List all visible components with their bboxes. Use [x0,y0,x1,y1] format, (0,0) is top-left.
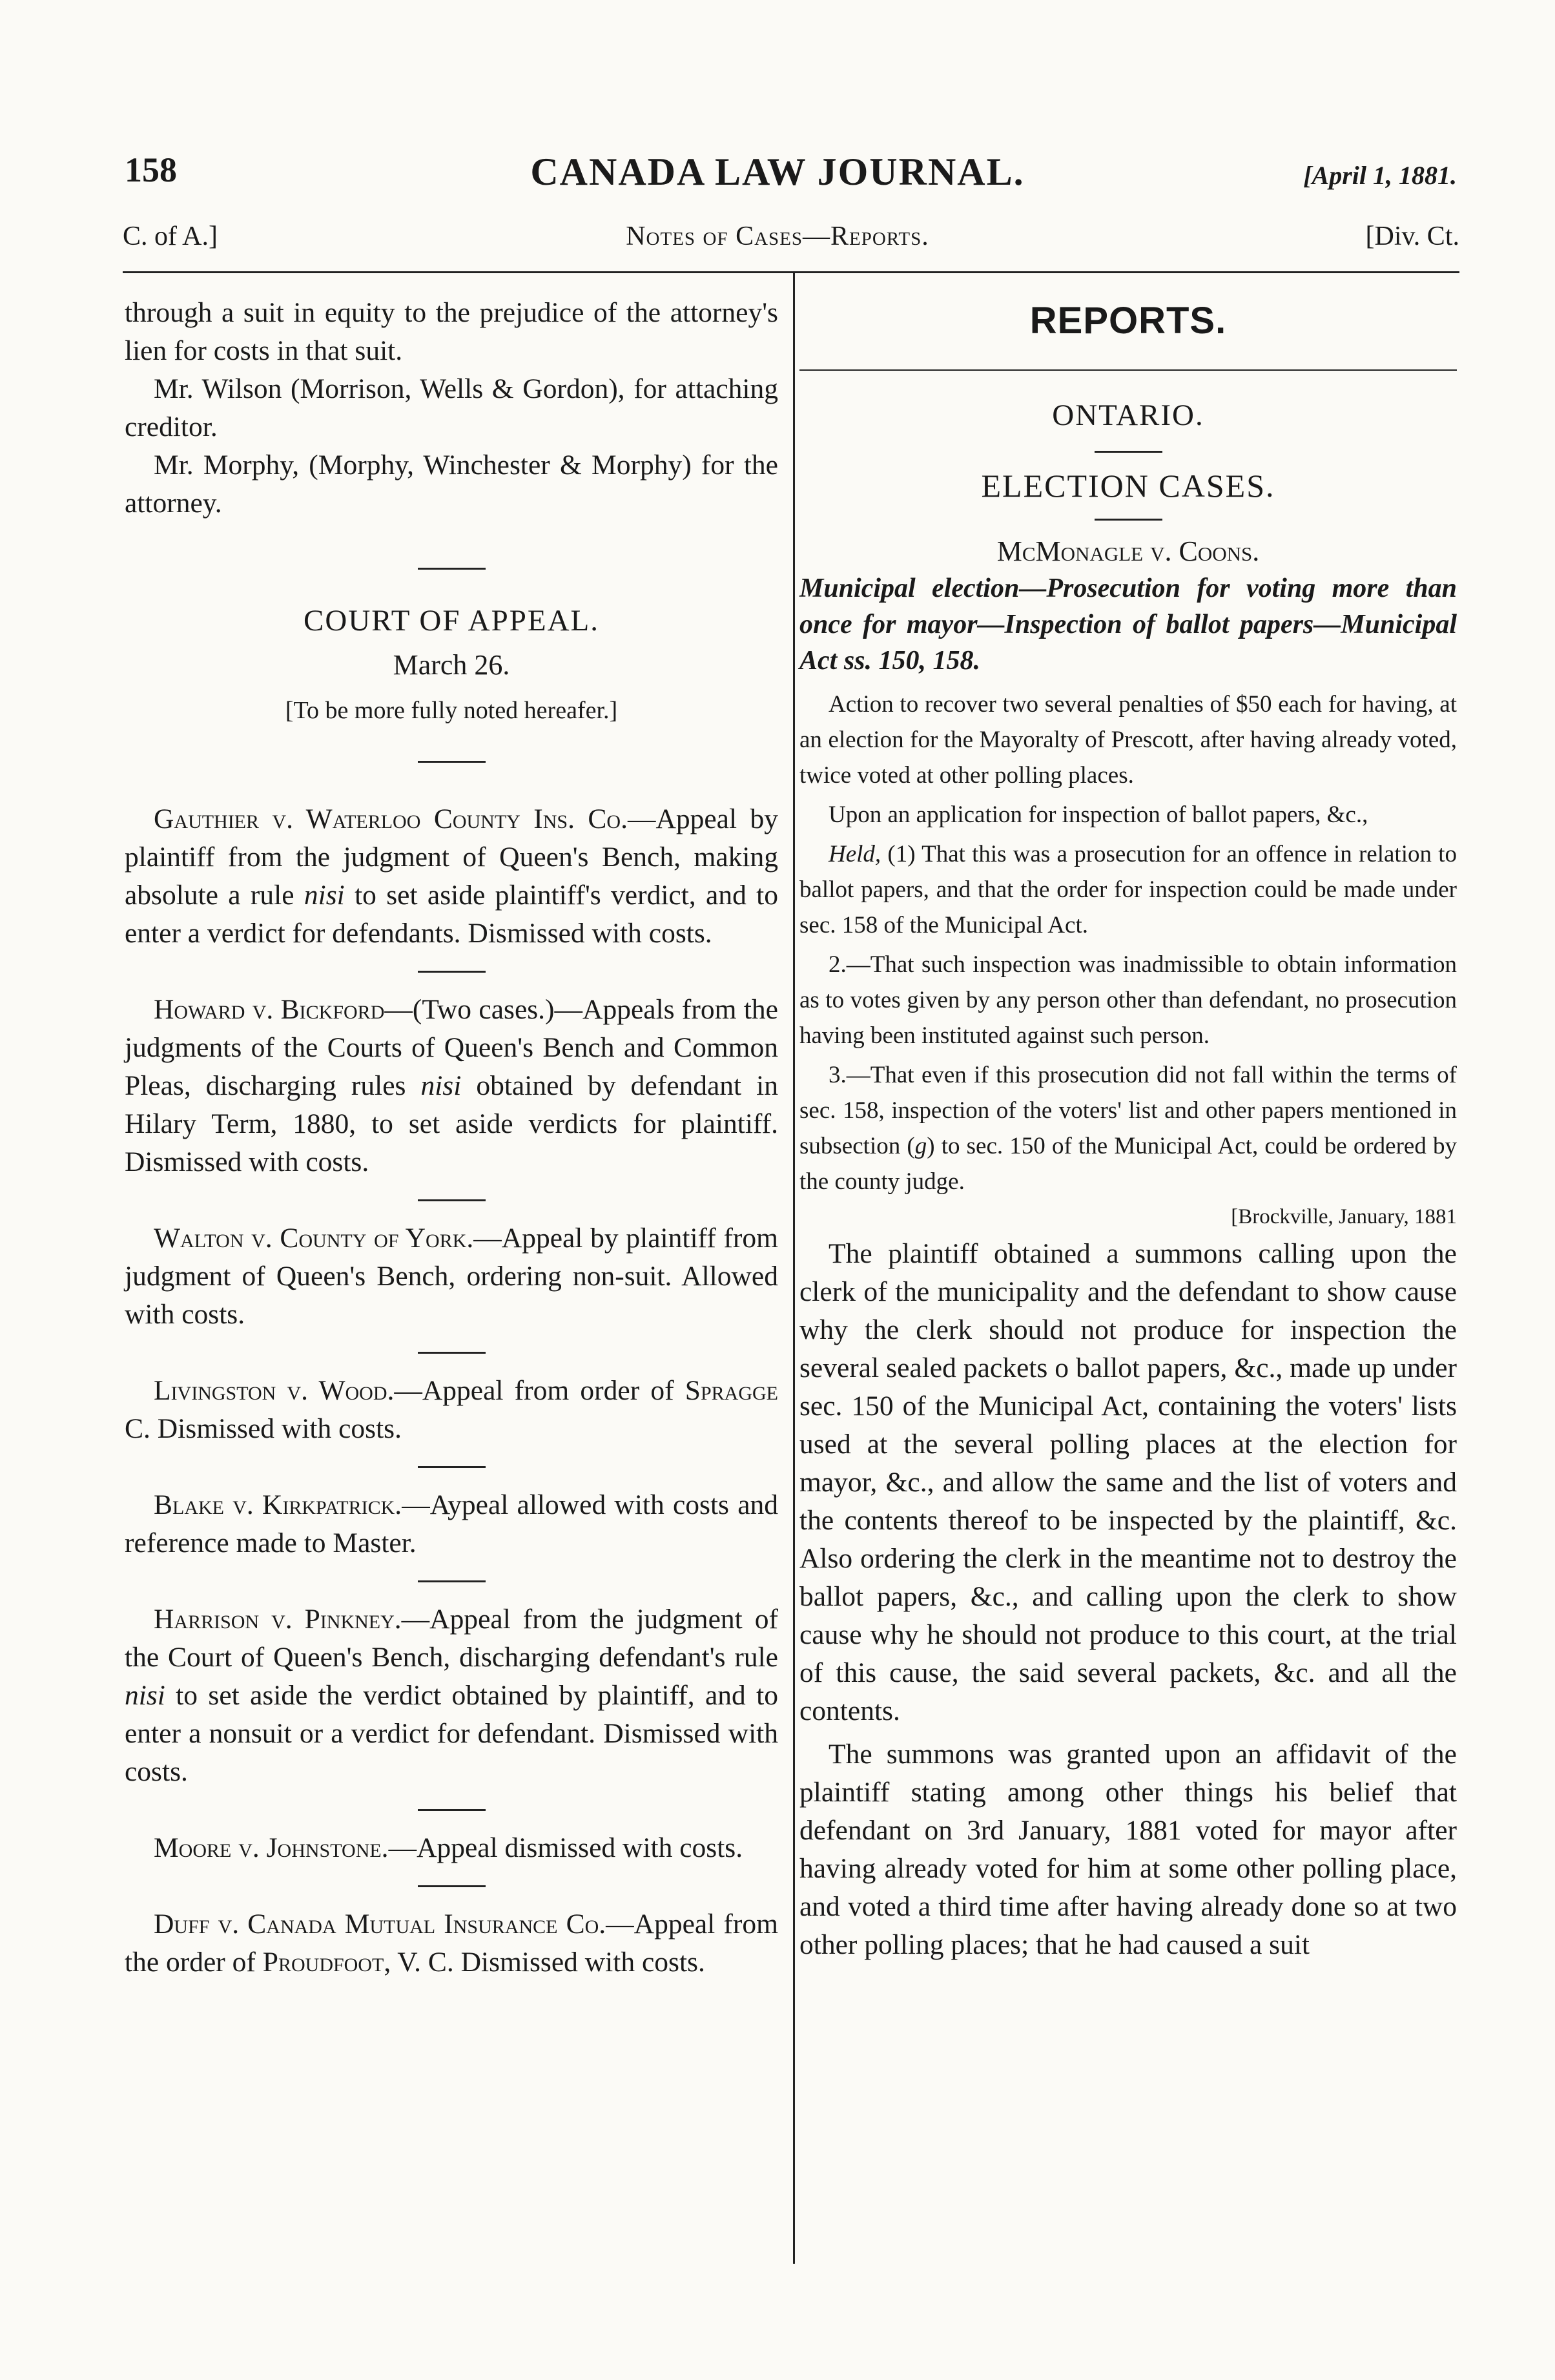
case-entry: Walton v. County of York.—Appeal by plaintiff from judgment of Queen's Bench, ordering non-suit. Allowed with costs. [125,1223,779,1330]
right-column [799,294,1457,1964]
body-paragraph: The summons was granted upon an affidavit of the plaintiff stating among other things his belief that defendant on 3rd January, 1881 voted for mayor after having already voted for him at some other polling place, and voted a third time after having already done so at two other polling places; that he had caused a suit [799,1739,1457,1960]
column-divider [793,271,795,2264]
case-name: Gauthier v. Waterloo County Ins. Co. [154,803,628,834]
holding-2: 2.—That such inspection was inadmissible to obtain information as to votes given by any person other than defendant, no prosecution having been instituted against such person. [799,951,1457,1049]
case-name: Howard v. Bickford [154,994,385,1025]
case-name: Duff v. Canada Mutual Insurance Co. [154,1909,606,1940]
case-name: Harrison v. Pinkney. [154,1604,402,1635]
header-rule [123,271,1459,273]
province-heading: ONTARIO. [1052,398,1204,432]
intro-paragraph: through a suit in equity to the prejudice of the attorney's lien for costs in that suit. [125,297,778,366]
case-name: Blake v. Kirkpatrick. [154,1489,402,1520]
journal-title: CANADA LAW JOURNAL. [530,150,1025,193]
body-paragraph: The plaintiff obtained a summons calling upon the clerk of the municipality and the defendant to show cause why the clerk should not produce for inspection the several sealed packets o ballot papers, &c., made up under sec. 150 of the Municipal Act, containing the voters' lists used at the several polling places at the election for mayor, &c., and allow the same and the list of voters and the contents thereof to be inspected by the plaintiff, &c. Also ordering the clerk in the meantime not to destroy the ballot papers, &c., and calling upon the clerk to show cause why he should not produce to this court, at the trial of this cause, the said several packets, &c. and all the contents. [799,1238,1457,1726]
case-title: McMonagle v. Coons. [996,535,1260,567]
case-entry: Duff v. Canada Mutual Insurance Co.—Appeal from the order of Proudfoot, V. C. Dismissed with costs. [125,1909,778,1978]
reports-heading: REPORTS. [1029,300,1227,342]
case-entry: Livingston v. Wood.—Appeal from order of Spragge C. Dismissed with costs. [125,1375,779,1444]
counsel-line: Mr. Wilson (Morrison, Wells & Gordon), for attaching creditor. [125,373,778,442]
summary-paragraph: Action to recover two several penalties of $50 each for having, at an election for the Mayoralty of Prescott, after having already voted, twice voted at other polling places. [799,691,1457,789]
counsel-line: Mr. Morphy, (Morphy, Winchester & Morphy) for the attorney. [125,450,778,519]
page-number: 158 [125,150,177,189]
section-heading: ELECTION CASES. [981,468,1275,504]
case-entry: Howard v. Bickford—(Two cases.)—Appeals from the judgments of the Courts of Queen's Bench and Common Pleas, discharging rules nisi obtained by defendant in Hilary Term, 1880, to set aside verdicts for plaintiff. Dismissed with costs. [125,994,778,1177]
holding-3: 3.—That even if this prosecution did not fall within the terms of sec. 158, inspection of the voters' list and other papers mentioned in subsection (g) to sec. 150 of the Municipal Act, could be ordered by the county judge. [799,1062,1457,1195]
summary-paragraph: Upon an application for inspection of ballot papers, &c., [829,802,1368,828]
case-entry: Harrison v. Pinkney.—Appeal from the judgment of the Court of Queen's Bench, discharging defendant's rule nisi to set aside the verdict obtained by plaintiff, and to enter a nonsuit or a verdict for defendant. Dismissed with costs. [125,1604,778,1787]
court-note: [To be more fully noted hereafer.] [285,697,618,724]
court-heading: COURT OF APPEAL. [304,604,599,637]
case-entry: Gauthier v. Waterloo County Ins. Co.—Appeal by plaintiff from the judgment of Queen's Bench, making absolute a rule nisi to set aside plaintiff's verdict, and to enter a verdict for defendants. Dismissed with costs. [125,803,778,949]
center-subhead: Notes of Cases—Reports. [626,222,929,251]
holding-1: Held, (1) That this was a prosecution for an offence in relation to ballot papers, and that the order for inspection could be made under sec. 158 of the Municipal Act. [799,841,1457,938]
court-date: March 26. [393,649,510,681]
right-subhead: [Div. Ct. [1365,222,1459,251]
left-column [125,294,778,1982]
case-name: Moore v. Johnstone. [154,1832,389,1863]
left-subhead: C. of A.] [123,222,218,251]
case-entry: Blake v. Kirkpatrick.—Aypeal allowed with costs and reference made to Master. [125,1489,778,1558]
case-entry: Moore v. Johnstone.—Appeal dismissed with costs. [154,1832,743,1863]
issue-date: [April 1, 1881. [1303,161,1457,190]
case-name: Walton v. County of York. [154,1223,474,1254]
case-name: Livingston v. Wood. [154,1375,395,1406]
dateline: [Brockville, January, 1881 [1231,1205,1457,1228]
headnote: Municipal election—Prosecution for voting more than once for mayor—Inspection of ballot papers—Municipal Act ss. 150, 158. [799,574,1457,676]
